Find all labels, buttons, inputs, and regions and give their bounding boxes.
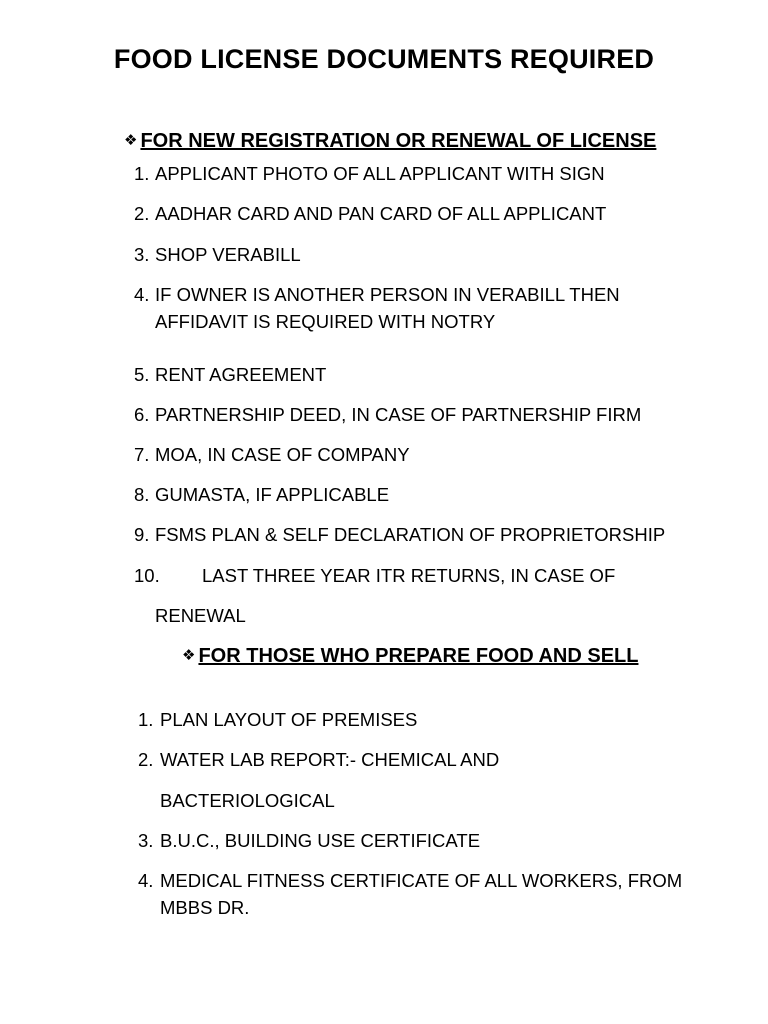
list-item <box>134 401 641 428</box>
list-item-number: 2. <box>138 749 154 770</box>
list-item-number: 6. <box>134 404 150 425</box>
list-item-text: IF OWNER IS ANOTHER PERSON IN VERABILL THEN <box>155 284 620 305</box>
list-item-text: MOA, IN CASE OF COMPANY <box>155 444 410 465</box>
list-item <box>134 241 301 268</box>
list-item-number: 7. <box>134 444 150 465</box>
list-item-text: RENT AGREEMENT <box>155 364 327 385</box>
list-item <box>134 361 326 388</box>
list-item-number: 4. <box>138 870 154 891</box>
diamond-bullet-icon: ❖ <box>124 132 138 149</box>
section-heading-label: FOR NEW REGISTRATION OR RENEWAL OF LICENSE <box>140 130 657 152</box>
list-item-number: 3. <box>134 244 150 265</box>
list-item-text: PLAN LAYOUT OF PREMISES <box>160 709 418 730</box>
list-item-continuation: AFFIDAVIT IS REQUIRED WITH NOTRY <box>155 311 496 332</box>
list-item-text: LAST THREE YEAR ITR RETURNS, IN CASE OF <box>202 565 616 586</box>
document-title: FOOD LICENSE DOCUMENTS REQUIRED <box>113 44 655 74</box>
section-heading-label: FOR THOSE WHO PREPARE FOOD AND SELL <box>198 645 639 667</box>
list-item-number: 1. <box>134 163 150 184</box>
list-item <box>134 521 665 548</box>
section-heading-prepare-food <box>182 645 638 668</box>
list-item-continuation: MBBS DR. <box>160 897 250 918</box>
list-item-continuation: BACTERIOLOGICAL <box>160 790 335 811</box>
list-item <box>134 562 615 589</box>
list-item-text: SHOP VERABILL <box>155 244 301 265</box>
list-item <box>134 160 605 187</box>
list-item <box>134 441 410 468</box>
list-item <box>134 200 606 227</box>
list-item-number: 8. <box>134 484 150 505</box>
list-item <box>138 706 417 733</box>
list-item-number: 5. <box>134 364 150 385</box>
list-item-text: FSMS PLAN & SELF DECLARATION OF PROPRIETORSHIP <box>155 524 666 545</box>
list-item-text: PARTNERSHIP DEED, IN CASE OF PARTNERSHIP FIRM <box>155 404 642 425</box>
list-item-text: B.U.C., BUILDING USE CERTIFICATE <box>160 830 481 851</box>
list-item <box>134 481 389 508</box>
list-item-text: MEDICAL FITNESS CERTIFICATE OF ALL WORKERS, FROM <box>160 870 683 891</box>
list-item-number: 9. <box>134 524 150 545</box>
list-item <box>134 281 620 308</box>
section-heading-new-registration <box>124 130 656 153</box>
list-item-number: 10. <box>134 565 160 586</box>
list-item-text: GUMASTA, IF APPLICABLE <box>155 484 390 505</box>
list-item <box>138 746 499 773</box>
list-item-text: APPLICANT PHOTO OF ALL APPLICANT WITH SIGN <box>155 163 605 184</box>
list-item-continuation: RENEWAL <box>155 605 246 626</box>
list-item-text: WATER LAB REPORT:- CHEMICAL AND <box>160 749 500 770</box>
list-item-number: 4. <box>134 284 150 305</box>
list-item <box>138 827 480 854</box>
list-item <box>138 867 682 894</box>
list-item-number: 3. <box>138 830 154 851</box>
list-item-text: AADHAR CARD AND PAN CARD OF ALL APPLICANT <box>155 203 607 224</box>
diamond-bullet-icon: ❖ <box>182 647 196 664</box>
list-item-number: 2. <box>134 203 150 224</box>
list-item-number: 1. <box>138 709 154 730</box>
